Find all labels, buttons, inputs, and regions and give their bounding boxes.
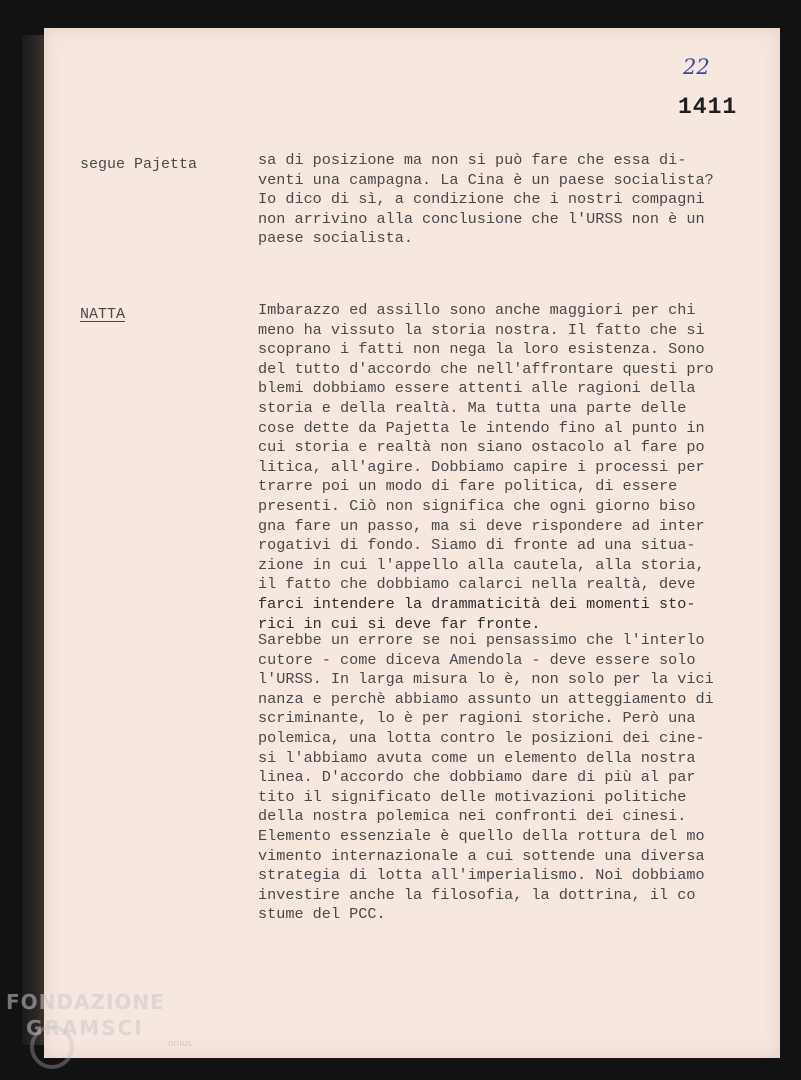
text-line: rogativi di fondo. Siamo di fronte ad una situa- xyxy=(258,536,696,555)
speaker-label-pajetta: segue Pajetta xyxy=(80,156,198,173)
text-line: strategia di lotta all'imperialismo. Noi dobbiamo xyxy=(258,866,705,885)
text-line: vimento internazionale a cui sottende una diversa xyxy=(258,846,705,865)
speaker-label-natta: NATTA xyxy=(80,306,126,323)
watermark-line-1: FONDAZIONE xyxy=(6,990,165,1014)
text-line: Elemento essenziale è quello della rottura del mo xyxy=(258,826,705,845)
text-line: gna fare un passo, ma si deve rispondere ad inter xyxy=(258,516,705,535)
natta-paragraph-2 xyxy=(258,631,758,925)
archive-number: 22 xyxy=(683,55,710,79)
pajetta-paragraph xyxy=(258,151,758,249)
watermark-line-2: GRAMSCI xyxy=(26,1016,144,1040)
text-line: meno ha vissuto la storia nostra. Il fatto che si xyxy=(258,320,705,339)
text-line: blemi dobbiamo essere attenti alle ragioni della xyxy=(258,379,696,398)
text-line: linea. D'accordo che dobbiamo dare di più al par xyxy=(258,768,696,787)
text-line: non arrivino alla conclusione che l'URSS non è un xyxy=(258,209,705,228)
text-line: investire anche la filosofia, la dottrina, il co xyxy=(258,885,696,904)
text-line: farci intendere la drammaticità dei momenti sto- xyxy=(258,594,696,613)
text-line: cose dette da Pajetta le intendo fino al punto in xyxy=(258,418,705,437)
text-line: l'URSS. In larga misura lo è, non solo per la vici xyxy=(258,670,714,689)
text-line: polemica, una lotta contro le posizioni dei cine- xyxy=(258,728,705,747)
text-line: il fatto che dobbiamo calarci nella realtà, deve xyxy=(258,575,696,594)
text-line: scoprano i fatti non nega la loro esistenza. Sono xyxy=(258,340,705,359)
text-line: nanza e perchè abbiamo assunto un atteggiamento di xyxy=(258,689,714,708)
watermark-line-3: onlus xyxy=(168,1039,193,1049)
text-line: presenti. Ciò non significa che ogni giorno biso xyxy=(258,496,696,515)
text-line: litica, all'agire. Dobbiamo capire i processi per xyxy=(258,457,705,476)
text-line: Io dico di sì, a condizione che i nostri compagni xyxy=(258,190,705,209)
text-line: cutore - come diceva Amendola - deve essere solo xyxy=(258,650,696,669)
text-line: stume del PCC. xyxy=(258,905,386,924)
natta-paragraph-1 xyxy=(258,301,758,634)
page-edge xyxy=(22,35,44,1045)
text-line: Sarebbe un errore se noi pensassimo che l'interlo xyxy=(258,631,705,649)
page-number: 1411 xyxy=(678,94,738,120)
text-line: della nostra polemica nei confronti dei cinesi. xyxy=(258,807,687,826)
text-line: trarre poi un modo di fare politica, di essere xyxy=(258,477,678,496)
text-line: si l'abbiamo avuta come un elemento della nostra xyxy=(258,748,696,767)
text-line: scriminante, lo è per ragioni storiche. Però una xyxy=(258,709,696,728)
text-line: tito il significato delle motivazioni politiche xyxy=(258,787,687,806)
text-line: cui storia e realtà non siano ostacolo al fare po xyxy=(258,438,705,457)
watermark-logo xyxy=(6,992,192,1049)
text-line: rici in cui si deve far fronte. xyxy=(258,614,541,633)
text-line: Imbarazzo ed assillo sono anche maggiori per chi xyxy=(258,301,696,319)
text-line: storia e della realtà. Ma tutta una parte delle xyxy=(258,398,687,417)
text-line: venti una campagna. La Cina è un paese socialista? xyxy=(258,170,714,189)
text-line: del tutto d'accordo che nell'affrontare questi pro xyxy=(258,359,714,378)
text-line: sa di posizione ma non si può fare che essa di- xyxy=(258,151,687,169)
text-line: zione in cui l'appello alla cautela, alla storia, xyxy=(258,555,705,574)
text-line: paese socialista. xyxy=(258,229,413,248)
